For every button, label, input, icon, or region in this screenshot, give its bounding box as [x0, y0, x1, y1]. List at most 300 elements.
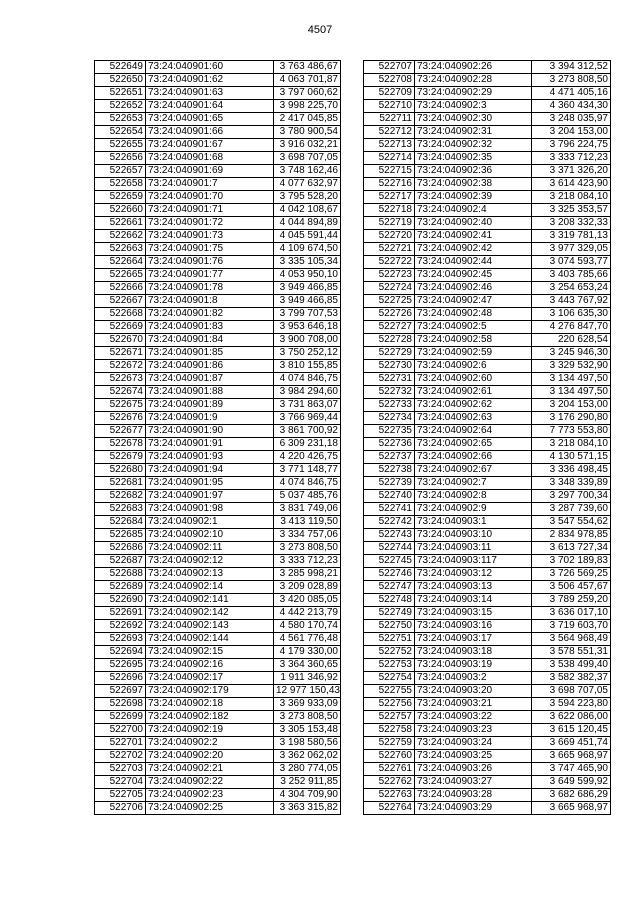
record-number-cell: 522745: [364, 555, 415, 568]
record-number-cell: 522652: [95, 100, 146, 113]
cadastral-number-cell: 73:24:040901:87: [146, 373, 274, 386]
record-number-cell: 522659: [95, 191, 146, 204]
record-number-cell: 522733: [364, 399, 415, 412]
table-row: [364, 490, 611, 503]
record-number-cell: 522721: [364, 243, 415, 256]
cadastral-value-cell: 3 364 360,65: [274, 659, 341, 672]
record-number-cell: 522700: [95, 724, 146, 737]
cadastral-number-cell: 73:24:040903:11: [415, 542, 532, 555]
cadastral-value-cell: 3 134 497,50: [532, 386, 611, 399]
cadastral-number-cell: 73:24:040901:72: [146, 217, 274, 230]
record-number-cell: 522670: [95, 334, 146, 347]
cadastral-value-cell: 3 831 749,06: [274, 503, 341, 516]
cadastral-number-cell: 73:24:040901:60: [146, 61, 274, 74]
table-row: [364, 373, 611, 386]
cadastral-number-cell: 73:24:040903:13: [415, 581, 532, 594]
cadastral-value-cell: 3 766 969,44: [274, 412, 341, 425]
record-number-cell: 522718: [364, 204, 415, 217]
cadastral-number-cell: 73:24:040902:5: [415, 321, 532, 334]
record-number-cell: 522685: [95, 529, 146, 542]
cadastral-value-cell: 3 254 653,24: [532, 282, 611, 295]
cadastral-value-cell: 3 209 028,89: [274, 581, 341, 594]
cadastral-number-cell: 73:24:040903:2: [415, 672, 532, 685]
table-row: [364, 360, 611, 373]
record-number-cell: 522671: [95, 347, 146, 360]
cadastral-value-cell: 3 614 423,90: [532, 178, 611, 191]
cadastral-number-cell: 73:24:040902:1: [146, 516, 274, 529]
table-row: [95, 295, 341, 308]
cadastral-value-cell: 3 336 498,45: [532, 464, 611, 477]
record-number-cell: 522716: [364, 178, 415, 191]
table-row: [364, 542, 611, 555]
page-number: 4507: [307, 24, 333, 36]
table-row: [364, 672, 611, 685]
record-number-cell: 522717: [364, 191, 415, 204]
cadastral-value-cell: 3 394 312,52: [532, 61, 611, 74]
cadastral-value-cell: 3 297 700,34: [532, 490, 611, 503]
cadastral-value-cell: 3 649 599,92: [532, 776, 611, 789]
record-number-cell: 522673: [95, 373, 146, 386]
cadastral-value-cell: 3 420 085,05: [274, 594, 341, 607]
cadastral-number-cell: 73:24:040902:143: [146, 620, 274, 633]
record-number-cell: 522687: [95, 555, 146, 568]
cadastral-number-cell: 73:24:040902:62: [415, 399, 532, 412]
table-row: [95, 464, 341, 477]
cadastral-number-cell: 73:24:040901:93: [146, 451, 274, 464]
cadastral-value-cell: 3 613 727,34: [532, 542, 611, 555]
table-row: [364, 581, 611, 594]
table-row: [95, 685, 341, 698]
cadastral-value-cell: 3 547 554,62: [532, 516, 611, 529]
table-row: [95, 360, 341, 373]
cadastral-number-cell: 73:24:040901:63: [146, 87, 274, 100]
record-number-cell: 522752: [364, 646, 415, 659]
record-number-cell: 522759: [364, 737, 415, 750]
record-number-cell: 522760: [364, 750, 415, 763]
cadastral-value-cell: 4 074 846,75: [274, 477, 341, 490]
table-row: [364, 451, 611, 464]
table-row: [95, 373, 341, 386]
table-row: [364, 269, 611, 282]
table-row: [95, 243, 341, 256]
cadastral-number-cell: 73:24:040902:179: [146, 685, 274, 698]
record-number-cell: 522663: [95, 243, 146, 256]
cadastral-number-cell: 73:24:040902:16: [146, 659, 274, 672]
cadastral-value-cell: 3 134 497,50: [532, 373, 611, 386]
cadastral-value-cell: 3 204 153,00: [532, 399, 611, 412]
table-row: [364, 282, 611, 295]
record-number-cell: 522703: [95, 763, 146, 776]
table-row: [95, 633, 341, 646]
record-number-cell: 522681: [95, 477, 146, 490]
table-row: [95, 269, 341, 282]
cadastral-number-cell: 73:24:040901:83: [146, 321, 274, 334]
cadastral-number-cell: 73:24:040902:63: [415, 412, 532, 425]
cadastral-number-cell: 73:24:040903:27: [415, 776, 532, 789]
record-number-cell: 522702: [95, 750, 146, 763]
table-row: [364, 594, 611, 607]
cadastral-number-cell: 73:24:040902:142: [146, 607, 274, 620]
cadastral-value-cell: 3 333 712,23: [274, 555, 341, 568]
record-number-cell: 522701: [95, 737, 146, 750]
table-row: [364, 620, 611, 633]
table-row: [95, 581, 341, 594]
table-row: [364, 74, 611, 87]
cadastral-value-cell: 3 506 457,67: [532, 581, 611, 594]
record-number-cell: 522667: [95, 295, 146, 308]
record-number-cell: 522724: [364, 282, 415, 295]
table-row: [95, 542, 341, 555]
cadastral-number-cell: 73:24:040902:141: [146, 594, 274, 607]
cadastral-number-cell: 73:24:040903:23: [415, 724, 532, 737]
cadastral-number-cell: 73:24:040901:95: [146, 477, 274, 490]
cadastral-value-cell: 3 916 032,21: [274, 139, 341, 152]
cadastral-value-cell: 4 130 571,15: [532, 451, 611, 464]
cadastral-number-cell: 73:24:040902:20: [146, 750, 274, 763]
table-row: [95, 555, 341, 568]
cadastral-number-cell: 73:24:040902:36: [415, 165, 532, 178]
registry-table-left-body: [95, 61, 341, 815]
table-row: [364, 321, 611, 334]
cadastral-value-cell: 4 179 330,00: [274, 646, 341, 659]
cadastral-number-cell: 73:24:040902:48: [415, 308, 532, 321]
cadastral-number-cell: 73:24:040902:25: [146, 802, 274, 815]
cadastral-number-cell: 73:24:040901:67: [146, 139, 274, 152]
table-row: [95, 152, 341, 165]
table-row: [364, 789, 611, 802]
cadastral-number-cell: 73:24:040901:85: [146, 347, 274, 360]
record-number-cell: 522758: [364, 724, 415, 737]
cadastral-number-cell: 73:24:040902:17: [146, 672, 274, 685]
table-row: [95, 334, 341, 347]
table-row: [95, 347, 341, 360]
record-number-cell: 522680: [95, 464, 146, 477]
cadastral-value-cell: 3 669 451,74: [532, 737, 611, 750]
record-number-cell: 522651: [95, 87, 146, 100]
cadastral-number-cell: 73:24:040902:45: [415, 269, 532, 282]
table-row: [95, 698, 341, 711]
record-number-cell: 522690: [95, 594, 146, 607]
record-number-cell: 522731: [364, 373, 415, 386]
table-row: [95, 61, 341, 74]
cadastral-number-cell: 73:24:040902:41: [415, 230, 532, 243]
cadastral-number-cell: 73:24:040902:23: [146, 789, 274, 802]
cadastral-number-cell: 73:24:040901:88: [146, 386, 274, 399]
table-row: [364, 113, 611, 126]
record-number-cell: 522705: [95, 789, 146, 802]
cadastral-value-cell: 3 176 290,80: [532, 412, 611, 425]
cadastral-value-cell: 3 747 465,90: [532, 763, 611, 776]
record-number-cell: 522654: [95, 126, 146, 139]
record-number-cell: 522655: [95, 139, 146, 152]
record-number-cell: 522669: [95, 321, 146, 334]
record-number-cell: 522679: [95, 451, 146, 464]
cadastral-number-cell: 73:24:040902:4: [415, 204, 532, 217]
cadastral-value-cell: 4 471 405,16: [532, 87, 611, 100]
cadastral-value-cell: 3 287 739,60: [532, 503, 611, 516]
table-row: [95, 178, 341, 191]
table-row: [95, 529, 341, 542]
cadastral-number-cell: 73:24:040903:19: [415, 659, 532, 672]
cadastral-number-cell: 73:24:040901:65: [146, 113, 274, 126]
cadastral-value-cell: 3 763 486,67: [274, 61, 341, 74]
table-row: [95, 802, 341, 815]
cadastral-value-cell: 3 252 911,85: [274, 776, 341, 789]
record-number-cell: 522748: [364, 594, 415, 607]
registry-table-right: [363, 60, 611, 815]
table-row: [95, 425, 341, 438]
cadastral-number-cell: 73:24:040903:29: [415, 802, 532, 815]
table-row: [364, 438, 611, 451]
table-row: [364, 529, 611, 542]
table-row: [95, 737, 341, 750]
cadastral-number-cell: 73:24:040903:18: [415, 646, 532, 659]
cadastral-value-cell: 3 582 382,37: [532, 672, 611, 685]
cadastral-number-cell: 73:24:040903:1: [415, 516, 532, 529]
table-row: [95, 386, 341, 399]
cadastral-value-cell: 3 305 153,48: [274, 724, 341, 737]
cadastral-value-cell: 3 362 062,02: [274, 750, 341, 763]
cadastral-number-cell: 73:24:040902:47: [415, 295, 532, 308]
cadastral-value-cell: 3 594 223,80: [532, 698, 611, 711]
table-row: [95, 399, 341, 412]
table-row: [364, 152, 611, 165]
registry-table-left: [94, 60, 341, 815]
table-row: [364, 646, 611, 659]
cadastral-number-cell: 73:24:040901:76: [146, 256, 274, 269]
cadastral-value-cell: 4 220 426,75: [274, 451, 341, 464]
cadastral-value-cell: 3 280 774,05: [274, 763, 341, 776]
cadastral-number-cell: 73:24:040902:60: [415, 373, 532, 386]
table-row: [364, 204, 611, 217]
cadastral-value-cell: 4 109 674,50: [274, 243, 341, 256]
table-row: [364, 139, 611, 152]
cadastral-number-cell: 73:24:040903:14: [415, 594, 532, 607]
cadastral-value-cell: 4 074 846,75: [274, 373, 341, 386]
cadastral-number-cell: 73:24:040901:77: [146, 269, 274, 282]
cadastral-value-cell: 1 911 346,92: [274, 672, 341, 685]
record-number-cell: 522725: [364, 295, 415, 308]
record-number-cell: 522751: [364, 633, 415, 646]
cadastral-number-cell: 73:24:040901:86: [146, 360, 274, 373]
cadastral-number-cell: 73:24:040902:182: [146, 711, 274, 724]
cadastral-number-cell: 73:24:040902:64: [415, 425, 532, 438]
cadastral-number-cell: 73:24:040902:28: [415, 74, 532, 87]
cadastral-value-cell: 4 077 632,97: [274, 178, 341, 191]
cadastral-value-cell: 3 998 225,70: [274, 100, 341, 113]
cadastral-value-cell: 3 719 603,70: [532, 620, 611, 633]
record-number-cell: 522713: [364, 139, 415, 152]
cadastral-number-cell: 73:24:040902:22: [146, 776, 274, 789]
table-row: [364, 178, 611, 191]
record-number-cell: 522756: [364, 698, 415, 711]
cadastral-value-cell: 220 628,54: [532, 334, 611, 347]
cadastral-number-cell: 73:24:040902:10: [146, 529, 274, 542]
record-number-cell: 522742: [364, 516, 415, 529]
cadastral-value-cell: 3 949 466,85: [274, 282, 341, 295]
cadastral-value-cell: 3 273 808,50: [274, 711, 341, 724]
record-number-cell: 522653: [95, 113, 146, 126]
cadastral-number-cell: 73:24:040901:9: [146, 412, 274, 425]
record-number-cell: 522658: [95, 178, 146, 191]
cadastral-number-cell: 73:24:040901:8: [146, 295, 274, 308]
cadastral-value-cell: 3 702 189,83: [532, 555, 611, 568]
cadastral-value-cell: 4 044 894,89: [274, 217, 341, 230]
cadastral-value-cell: 3 218 084,10: [532, 191, 611, 204]
table-row: [95, 724, 341, 737]
cadastral-number-cell: 73:24:040903:10: [415, 529, 532, 542]
cadastral-value-cell: 3 900 708,00: [274, 334, 341, 347]
cadastral-value-cell: 3 564 968,49: [532, 633, 611, 646]
table-row: [95, 204, 341, 217]
table-row: [364, 724, 611, 737]
cadastral-number-cell: 73:24:040902:30: [415, 113, 532, 126]
cadastral-number-cell: 73:24:040903:15: [415, 607, 532, 620]
record-number-cell: 522657: [95, 165, 146, 178]
record-number-cell: 522715: [364, 165, 415, 178]
record-number-cell: 522708: [364, 74, 415, 87]
cadastral-number-cell: 73:24:040903:117: [415, 555, 532, 568]
table-row: [364, 776, 611, 789]
cadastral-number-cell: 73:24:040902:38: [415, 178, 532, 191]
record-number-cell: 522662: [95, 230, 146, 243]
cadastral-number-cell: 73:24:040902:40: [415, 217, 532, 230]
cadastral-number-cell: 73:24:040901:91: [146, 438, 274, 451]
table-row: [95, 620, 341, 633]
record-number-cell: 522698: [95, 698, 146, 711]
record-number-cell: 522682: [95, 490, 146, 503]
record-number-cell: 522747: [364, 581, 415, 594]
record-number-cell: 522699: [95, 711, 146, 724]
record-number-cell: 522668: [95, 308, 146, 321]
cadastral-value-cell: 3 371 326,20: [532, 165, 611, 178]
cadastral-number-cell: 73:24:040902:46: [415, 282, 532, 295]
cadastral-number-cell: 73:24:040902:6: [415, 360, 532, 373]
table-row: [95, 490, 341, 503]
cadastral-value-cell: 3 949 466,85: [274, 295, 341, 308]
cadastral-value-cell: 3 731 863,07: [274, 399, 341, 412]
cadastral-number-cell: 73:24:040902:61: [415, 386, 532, 399]
record-number-cell: 522737: [364, 451, 415, 464]
cadastral-number-cell: 73:24:040901:90: [146, 425, 274, 438]
cadastral-value-cell: 4 304 709,90: [274, 789, 341, 802]
table-row: [95, 165, 341, 178]
table-row: [95, 763, 341, 776]
cadastral-value-cell: 3 245 946,30: [532, 347, 611, 360]
cadastral-number-cell: 73:24:040903:21: [415, 698, 532, 711]
cadastral-number-cell: 73:24:040903:12: [415, 568, 532, 581]
cadastral-value-cell: 2 834 978,85: [532, 529, 611, 542]
cadastral-number-cell: 73:24:040903:28: [415, 789, 532, 802]
cadastral-value-cell: 3 218 084,10: [532, 438, 611, 451]
cadastral-value-cell: 3 953 646,18: [274, 321, 341, 334]
cadastral-number-cell: 73:24:040901:71: [146, 204, 274, 217]
cadastral-value-cell: 3 285 998,21: [274, 568, 341, 581]
record-number-cell: 522694: [95, 646, 146, 659]
cadastral-number-cell: 73:24:040901:98: [146, 503, 274, 516]
cadastral-value-cell: 3 106 635,30: [532, 308, 611, 321]
record-number-cell: 522660: [95, 204, 146, 217]
cadastral-number-cell: 73:24:040902:144: [146, 633, 274, 646]
registry-table-right-body: [364, 61, 611, 815]
cadastral-value-cell: 3 780 900,54: [274, 126, 341, 139]
cadastral-value-cell: 5 037 485,76: [274, 490, 341, 503]
table-row: [364, 503, 611, 516]
record-number-cell: 522684: [95, 516, 146, 529]
table-row: [95, 100, 341, 113]
cadastral-number-cell: 73:24:040902:59: [415, 347, 532, 360]
record-number-cell: 522723: [364, 269, 415, 282]
table-row: [95, 308, 341, 321]
cadastral-number-cell: 73:24:040901:94: [146, 464, 274, 477]
cadastral-value-cell: 12 977 150,43: [274, 685, 341, 698]
cadastral-number-cell: 73:24:040902:14: [146, 581, 274, 594]
table-row: [364, 191, 611, 204]
table-row: [364, 334, 611, 347]
cadastral-number-cell: 73:24:040901:75: [146, 243, 274, 256]
table-row: [95, 516, 341, 529]
table-row: [364, 802, 611, 815]
record-number-cell: 522722: [364, 256, 415, 269]
cadastral-number-cell: 73:24:040902:44: [415, 256, 532, 269]
cadastral-number-cell: 73:24:040902:15: [146, 646, 274, 659]
cadastral-value-cell: 4 276 847,70: [532, 321, 611, 334]
table-row: [364, 425, 611, 438]
cadastral-number-cell: 73:24:040902:66: [415, 451, 532, 464]
cadastral-number-cell: 73:24:040902:65: [415, 438, 532, 451]
table-row: [95, 139, 341, 152]
cadastral-value-cell: 3 810 155,85: [274, 360, 341, 373]
table-row: [364, 295, 611, 308]
table-row: [364, 750, 611, 763]
record-number-cell: 522676: [95, 412, 146, 425]
record-number-cell: 522714: [364, 152, 415, 165]
table-row: [364, 87, 611, 100]
table-row: [364, 711, 611, 724]
cadastral-number-cell: 73:24:040903:22: [415, 711, 532, 724]
record-number-cell: 522711: [364, 113, 415, 126]
record-number-cell: 522704: [95, 776, 146, 789]
record-number-cell: 522672: [95, 360, 146, 373]
record-number-cell: 522738: [364, 464, 415, 477]
record-number-cell: 522712: [364, 126, 415, 139]
record-number-cell: 522696: [95, 672, 146, 685]
record-number-cell: 522666: [95, 282, 146, 295]
table-row: [364, 386, 611, 399]
cadastral-value-cell: 4 045 591,44: [274, 230, 341, 243]
table-row: [95, 230, 341, 243]
cadastral-value-cell: 3 538 499,40: [532, 659, 611, 672]
cadastral-number-cell: 73:24:040902:42: [415, 243, 532, 256]
table-row: [95, 607, 341, 620]
table-row: [364, 633, 611, 646]
table-row: [95, 87, 341, 100]
cadastral-value-cell: 3 861 700,92: [274, 425, 341, 438]
record-number-cell: 522741: [364, 503, 415, 516]
cadastral-number-cell: 73:24:040901:84: [146, 334, 274, 347]
table-row: [364, 126, 611, 139]
table-row: [364, 698, 611, 711]
record-number-cell: 522761: [364, 763, 415, 776]
cadastral-number-cell: 73:24:040902:18: [146, 698, 274, 711]
table-row: [364, 100, 611, 113]
cadastral-value-cell: 4 580 170,74: [274, 620, 341, 633]
table-row: [95, 646, 341, 659]
table-row: [364, 763, 611, 776]
table-row: [95, 412, 341, 425]
cadastral-number-cell: 73:24:040901:7: [146, 178, 274, 191]
cadastral-value-cell: 3 698 707,05: [274, 152, 341, 165]
